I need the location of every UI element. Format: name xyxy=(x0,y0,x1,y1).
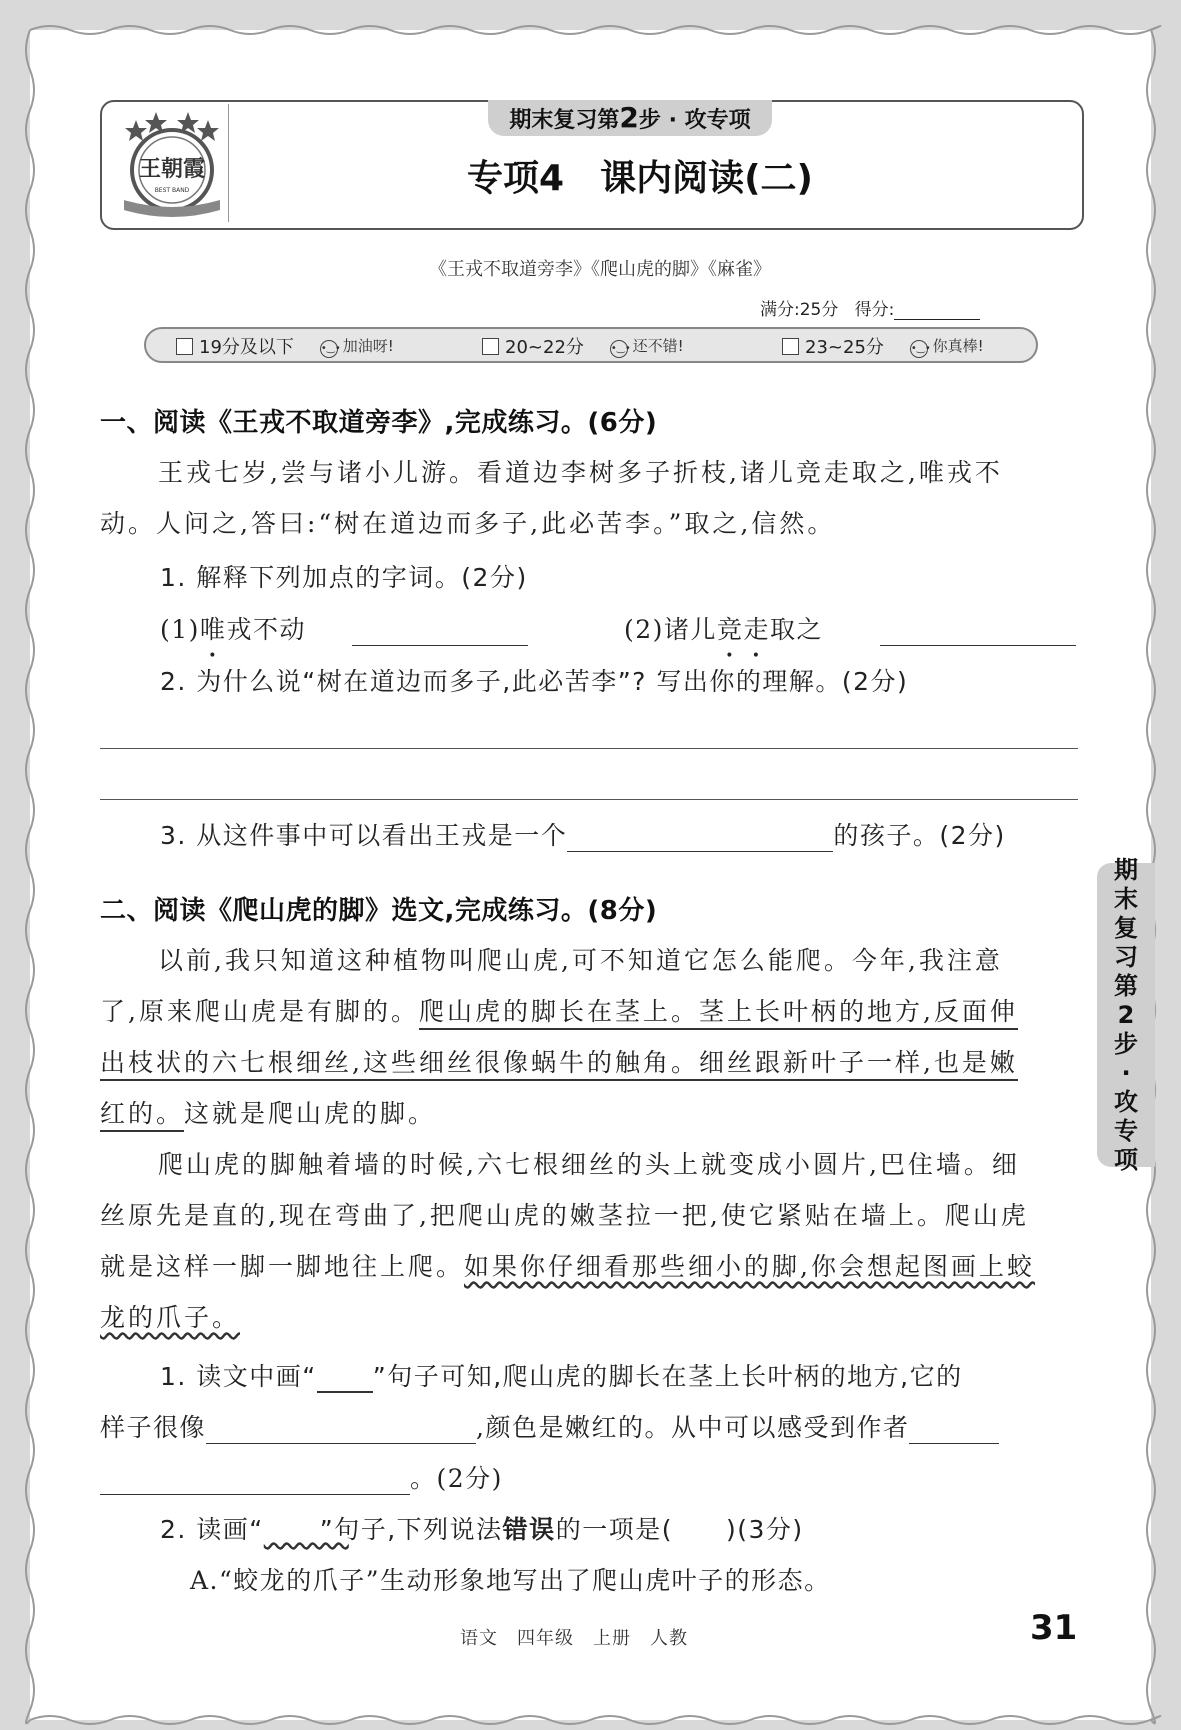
rating-option-3[interactable]: 23~25分 •‿• 你真棒! xyxy=(782,333,984,359)
publisher-logo xyxy=(116,108,228,220)
face-icon: •‿• xyxy=(610,340,628,358)
s1-question-3: 3. 从这件事中可以看出王戎是一个 的孩子。(2分) xyxy=(160,821,1006,850)
self-rating-bar xyxy=(144,327,1038,363)
underlined-sentence: 爬山虎的脚长在茎上。茎上长叶柄的地方,反面伸 xyxy=(419,997,1018,1030)
topic-title: 专项4 课内阅读(二) xyxy=(467,158,813,199)
wavy-line-symbol xyxy=(264,1515,320,1544)
rating-option-2[interactable]: 20~22分 •‿• 还不错! xyxy=(482,333,684,359)
rating-option-1[interactable]: 19分及以下 •‿• 加油呀! xyxy=(176,333,394,359)
straight-line-symbol xyxy=(317,1371,373,1393)
s1-q1-item-b: (2)诸儿竞走取之 xyxy=(624,615,823,644)
rating-checkbox[interactable] xyxy=(176,338,193,355)
s2-question-1-line2: 样子很像 ,颜色是嫩红的。从中可以感受到作者 xyxy=(100,1408,999,1444)
full-score: 满分:25分 xyxy=(760,300,839,320)
svg-text:王朝霞: 王朝霞 xyxy=(138,156,206,182)
svg-text:BEST BAND: BEST BAND xyxy=(154,187,190,194)
logo-divider xyxy=(228,104,229,222)
rating-checkbox[interactable] xyxy=(782,338,799,355)
s1-question-1: 1. 解释下列加点的字词。(2分) xyxy=(160,563,528,592)
s1-question-2: 2. 为什么说“树在道边而多子,此必苦李”? 写出你的理解。(2分) xyxy=(160,667,909,696)
covered-texts: 《王戎不取道旁李》《爬山虎的脚》《麻雀》 xyxy=(429,259,771,280)
score-line xyxy=(760,295,980,320)
face-icon: •‿• xyxy=(320,340,338,358)
side-tab: 期 末 复 习 第 2 步 · 攻 专 项 xyxy=(1097,863,1155,1167)
wavy-underlined-sentence: 如果你仔细看那些细小的脚,你会想起图画上蛟 xyxy=(464,1252,1035,1281)
q2-answer-line-2[interactable] xyxy=(100,799,1078,800)
q2-1-answer-blank-c[interactable] xyxy=(100,1466,410,1495)
q2-answer-line-1[interactable] xyxy=(100,748,1078,749)
q1b-answer-blank[interactable] xyxy=(880,617,1076,646)
section2-passage: 以前,我只知道这种植物叫爬山虎,可不知道它怎么能爬。今年,我注意 了,原来爬山虎是有脚的。爬山虎的脚长在茎上。茎上长叶柄的地方,反面伸 出枝状的六七根细丝,这些细丝很像蜗牛的触角。细丝跟新叶子一样,也是嫩 红的。这就是爬山虎的脚。 爬山虎的脚触着墙的时候,六七根细丝的头上就变成小圆片,巴住墙。细 丝原先是直的,现在弯曲了,把爬山虎的嫩茎拉一把,使它紧贴在墙上。爬山虎 就是这样一脚一脚地往上爬。如果你仔细看那些细小的脚,你会想起图画上蛟 龙的爪子。 xyxy=(100,946,1035,1332)
s2-question-2: 2. 读画“ ”句子,下列说法错误的一项是( )(3分) xyxy=(160,1515,804,1544)
s1-q1-item-a: (1)唯戎不动 xyxy=(160,615,306,644)
score-label: 得分: xyxy=(854,300,895,320)
s2-question-1-line3: 。(2分) xyxy=(100,1459,503,1495)
s2-question-1-line1: 1. 读文中画“ ”句子可知,爬山虎的脚长在茎上长叶柄的地方,它的 xyxy=(160,1362,963,1391)
s2-q2-option-a[interactable]: A.“蛟龙的爪子”生动形象地写出了爬山虎叶子的形态。 xyxy=(190,1566,831,1595)
footer-book-info: 语文 四年级 上册 人教 xyxy=(460,1628,688,1649)
q3-answer-blank[interactable] xyxy=(567,823,833,852)
section2-heading: 二、阅读《爬山虎的脚》选文,完成练习。(8分) xyxy=(100,896,658,926)
section1-passage: 王戎七岁,尝与诸小儿游。看道边李树多子折枝,诸儿竞走取之,唯戎不 动。人问之,答曰:“树在道边而多子,此必苦李。”取之,信然。 xyxy=(100,458,1003,538)
q2-1-answer-blank-b[interactable] xyxy=(909,1415,999,1444)
step-banner: 期末复习第2步 · 攻专项 xyxy=(488,100,772,136)
face-icon: •‿• xyxy=(910,340,928,358)
page-number: 31 xyxy=(1030,1608,1078,1648)
q1a-answer-blank[interactable] xyxy=(352,617,528,646)
section1-heading: 一、阅读《王戎不取道旁李》,完成练习。(6分) xyxy=(100,408,658,438)
rating-checkbox[interactable] xyxy=(482,338,499,355)
score-blank[interactable] xyxy=(894,303,980,320)
q2-1-answer-blank-a[interactable] xyxy=(206,1415,476,1444)
